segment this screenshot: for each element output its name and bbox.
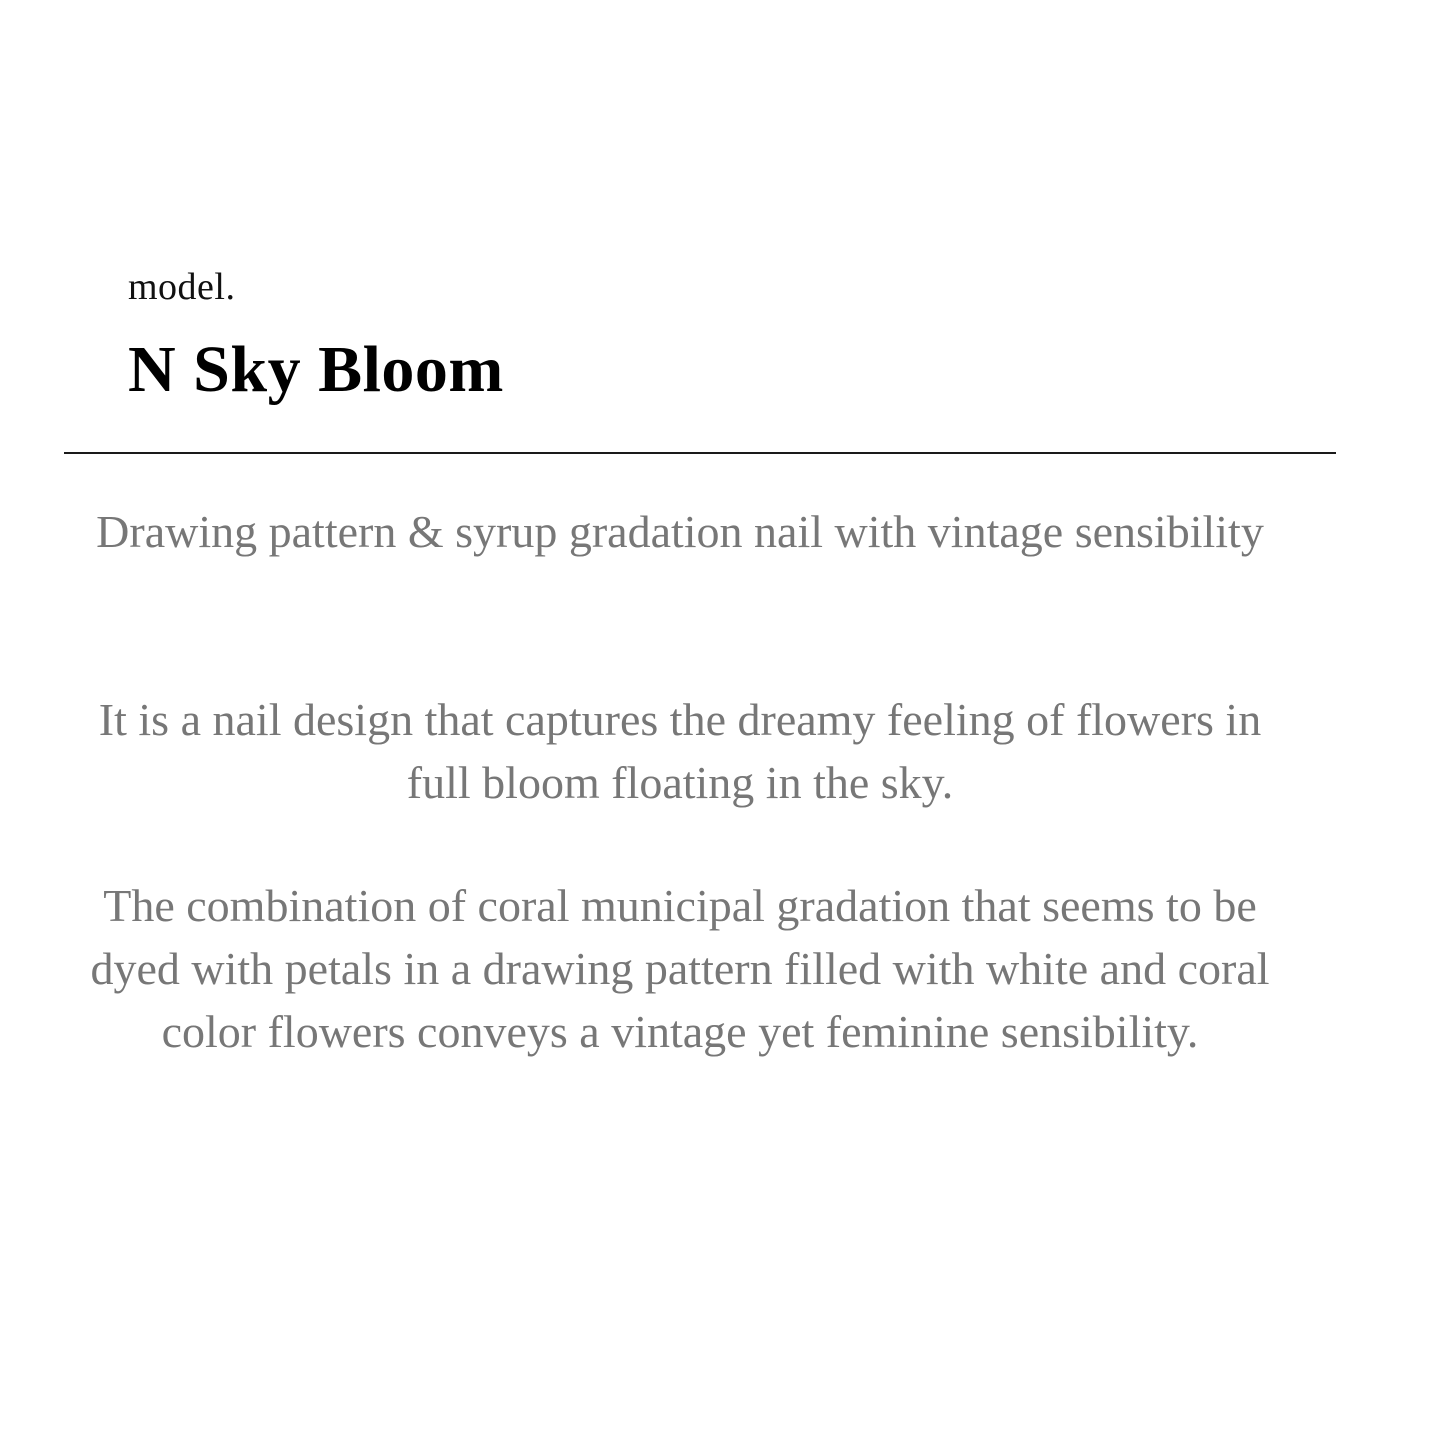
divider: [64, 452, 1336, 454]
model-label: model.: [128, 266, 236, 308]
product-title: N Sky Bloom: [128, 333, 504, 406]
description-paragraph-2: It is a nail design that captures the dreamy feeling of flowers in full bloom floating in the sky.: [98, 694, 1262, 808]
description-paragraph-3: The combination of coral municipal gradation that seems to be dyed with petals in a drawing pattern filled with white and coral color flowers conveys a vintage yet feminine sensibility.: [90, 880, 1270, 1057]
description-paragraph-1: Drawing pattern & syrup gradation nail with vintage sensibility: [96, 506, 1264, 557]
